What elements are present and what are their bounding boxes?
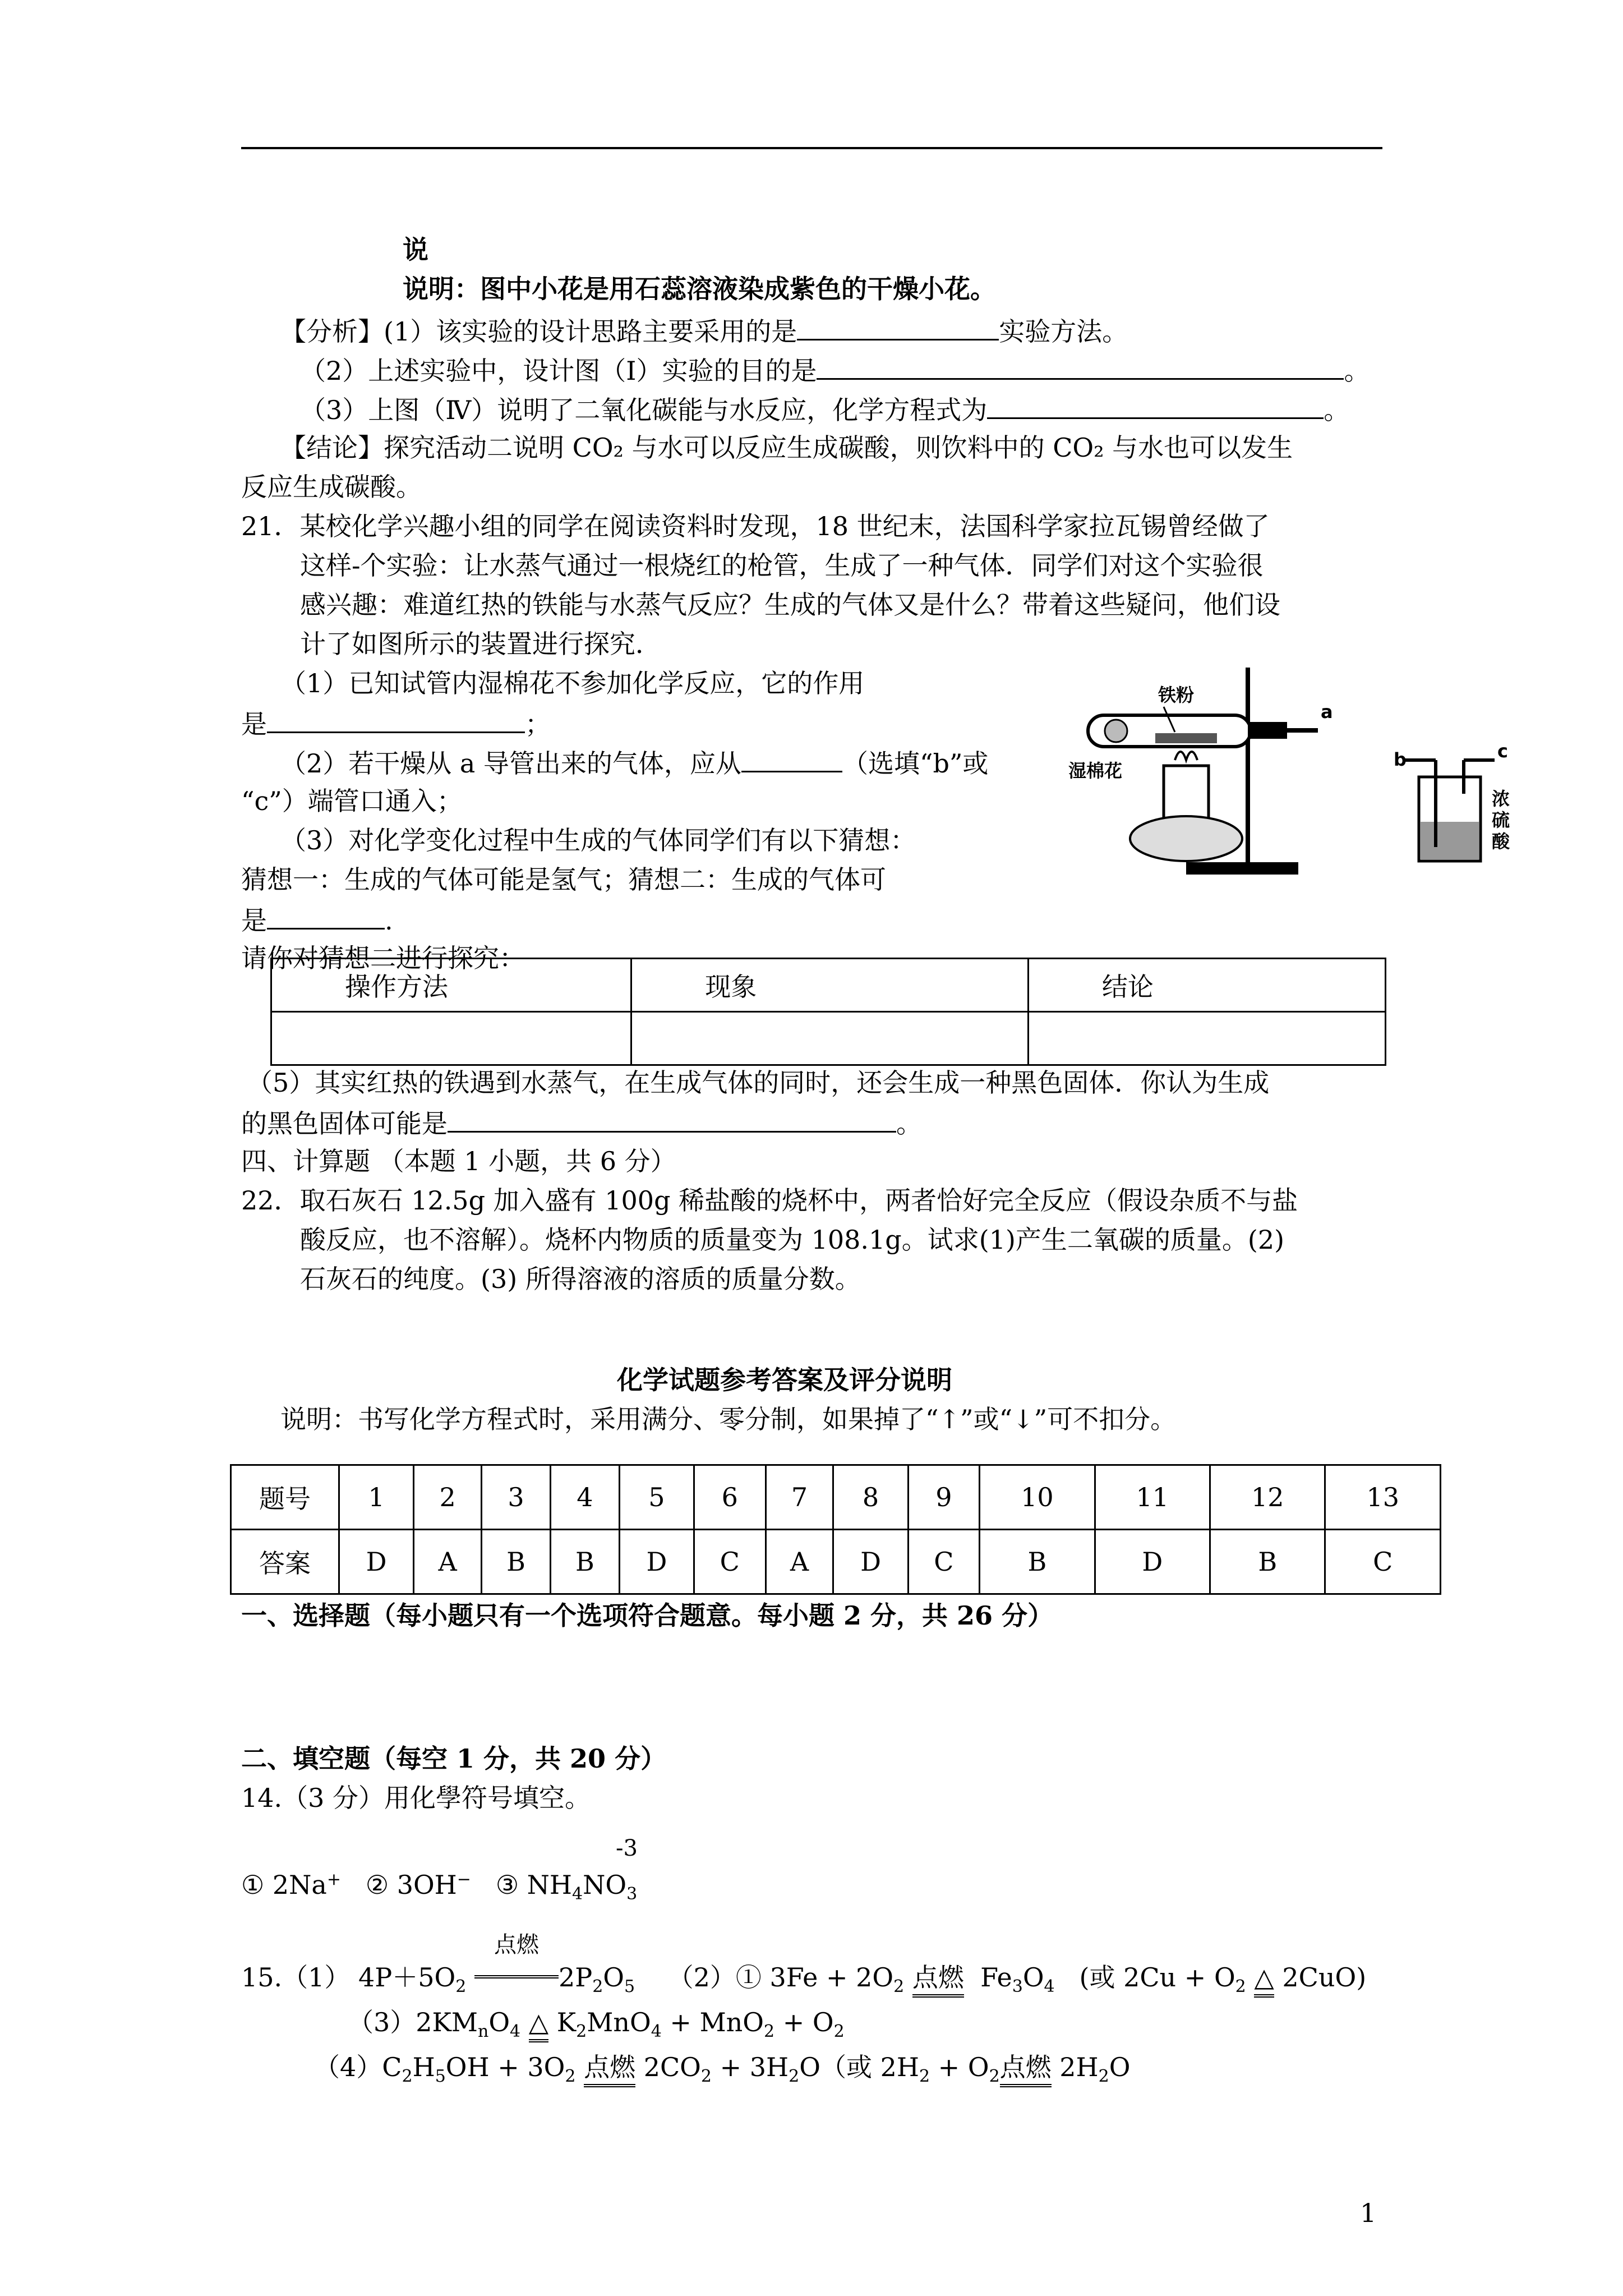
q15-line-1: 15.（1） $4P+5O_2$ 点燃 $2P_2O_5$ （2）① $3Fe + 2O_2$ 点燃 $Fe_3O_4$ (或 $2Cu + O_2$ △ 2CuO) — [241, 1932, 1367, 1996]
q22-line-3: 石灰石的纯度。(3) 所得溶液的溶质的质量分数。 — [300, 1264, 861, 1294]
q22-line-1: 22．取石灰石 12.5g 加入盛有 100g 稀盐酸的烧杯中，两者恰好完全反应（假设杂质不与盐 — [241, 1185, 1298, 1216]
q21-line-4: 计了如图所示的装置进行探究． — [300, 629, 661, 659]
label-c: c — [1497, 740, 1508, 762]
flower-note: 说明：图中小花是用石蕊溶液染成紫色的干燥小花。 — [403, 274, 996, 304]
question-number: 10 — [980, 1465, 1095, 1530]
conclusion-line-1: 【结论】探究活动二说明 CO₂ 与水可以反应生成碳酸，则饮料中的 CO₂ 与水也可以发生 — [280, 432, 1293, 463]
partial-line: 说 — [403, 234, 428, 265]
answer-letter: C — [908, 1530, 980, 1594]
answer-key-table — [230, 1464, 1441, 1595]
question-number: 1 — [339, 1465, 414, 1530]
answer-letter: B — [980, 1530, 1095, 1594]
answer-blank[interactable] — [267, 902, 385, 930]
q21-part5-line-2: 的黑色固体可能是 。 — [241, 1105, 922, 1140]
question-number: 6 — [694, 1465, 766, 1530]
q21-part1-a: （1）已知试管内湿棉花不参加化学反应，它的作用 — [280, 668, 865, 698]
retort-stand-base — [1186, 862, 1298, 875]
header-rule — [241, 147, 1382, 149]
row-label: 答案 — [231, 1530, 339, 1594]
table-row — [231, 1530, 1441, 1594]
answer-letter: A — [766, 1530, 833, 1594]
label-iron-powder: 铁粉 — [1158, 684, 1195, 706]
label-b: b — [1394, 749, 1407, 770]
answer-letter: D — [619, 1530, 694, 1594]
answer-blank[interactable] — [797, 313, 999, 341]
table-cell[interactable] — [631, 1012, 1029, 1065]
answer-letter: D — [833, 1530, 908, 1594]
apparatus-figure — [1063, 659, 1573, 884]
answer-blank[interactable] — [448, 1105, 896, 1133]
page-number: 1 — [1360, 2198, 1377, 2228]
answer-blank[interactable] — [817, 352, 1344, 380]
answer-letter: C — [694, 1530, 766, 1594]
iron-powder-icon — [1155, 733, 1217, 743]
q14-title: 14.（3 分）用化學符号填空。 — [241, 1783, 591, 1813]
q14-answers: ① 2Na+ ② 3OH− ③ $NH_4NO_3$ — [241, 1870, 638, 1904]
row-label: 题号 — [231, 1465, 339, 1530]
q21-part2-a: （2）若干燥从 a 导管出来的气体，应从 （选填“b”或 — [280, 745, 988, 780]
wet-cotton-icon — [1105, 720, 1127, 742]
question-number: 11 — [1095, 1465, 1210, 1530]
table-header: 操作方法 — [271, 959, 631, 1012]
answer-letter: B — [550, 1530, 619, 1594]
answers-note: 说明：书写化学方程式时，采用满分、零分制，如果掉了“↑”或“↓”可不扣分。 — [280, 1404, 1177, 1434]
answer-letter: B — [482, 1530, 551, 1594]
question-number: 7 — [766, 1465, 833, 1530]
q21-line-1: 21．某校化学兴趣小组的同学在阅读资料时发现，18 世纪末，法国科学家拉瓦锡曾经做了 — [241, 511, 1270, 541]
label-acid-2: 硫 — [1492, 809, 1510, 831]
question-number: 9 — [908, 1465, 980, 1530]
label-acid-1: 浓 — [1492, 788, 1510, 809]
answer-blank[interactable] — [267, 706, 525, 733]
q21-part3: （3）对化学变化过程中生成的气体同学们有以下猜想： — [280, 825, 916, 855]
section-2-title: 二、填空题（每空 1 分，共 20 分） — [241, 1743, 667, 1774]
answer-letter: D — [1095, 1530, 1210, 1594]
label-wet-cotton: 湿棉花 — [1068, 760, 1123, 781]
answer-letter: D — [339, 1530, 414, 1594]
table-header: 结论 — [1028, 959, 1385, 1012]
table-row — [231, 1465, 1441, 1530]
valence-mark: -3 — [616, 1835, 638, 1861]
question-number: 3 — [482, 1465, 551, 1530]
q21-part4: 请你对猜想二进行探究： — [241, 943, 525, 973]
analysis-1: 【分析】(1）该实验的设计思路主要采用的是 实验方法。 — [280, 313, 1128, 348]
q15-line-3: $(4)C_2H_5OH + 3O_2$ 点燃 $2CO_2 + 3H_2O$（或 $2H_2 + O_2$点燃 $2H_2O$ — [314, 2050, 1130, 2087]
q21-guess2-blank: 是 . — [241, 902, 393, 937]
q22-line-2: 酸反应，也不溶解）。烧杯内物质的质量变为 108.1g。试求(1)产生二氧碳的质量。(2) — [300, 1225, 1285, 1255]
q21-line-2: 这样-个实验：让水蒸气通过一根烧红的枪管，生成了一种气体．同学们对这个实验很 — [300, 550, 1264, 581]
table-cell[interactable] — [1028, 1012, 1385, 1065]
label-a: a — [1321, 701, 1333, 723]
q21-part5-line-1: （5）其实红热的铁遇到水蒸气，在生成气体的同时，还会生成一种黑色固体．你认为生成 — [247, 1068, 1270, 1098]
q21-part2-b: “c”）端管口通入； — [241, 786, 463, 816]
question-number: 2 — [414, 1465, 482, 1530]
question-number: 4 — [550, 1465, 619, 1530]
label-acid-3: 酸 — [1492, 831, 1510, 852]
answer-letter: C — [1325, 1530, 1441, 1594]
q21-guesses: 猜想一：生成的气体可能是氢气；猜想二：生成的气体可 — [241, 864, 886, 895]
section-4-title: 四、计算题 （本题 1 小题，共 6 分） — [241, 1146, 676, 1176]
question-number: 12 — [1210, 1465, 1325, 1530]
exploration-table — [270, 958, 1386, 1066]
q21-line-3: 感兴趣：难道红热的铁能与水蒸气反应？生成的气体又是什么？带着这些疑问，他们设 — [300, 590, 1280, 620]
analysis-3: （3）上图（Ⅳ）说明了二氧化碳能与水反应，化学方程式为 。 — [300, 392, 1349, 427]
answer-blank[interactable] — [987, 392, 1324, 419]
analysis-2: （2）上述实验中，设计图（Ⅰ）实验的目的是 。 — [300, 352, 1370, 388]
answers-title: 化学试题参考答案及评分说明 — [617, 1365, 952, 1395]
table-header: 现象 — [631, 959, 1029, 1012]
section-1-title: 一、选择题（每小题只有一个选项符合题意。每小题 2 分，共 26 分） — [241, 1600, 1054, 1631]
answer-blank[interactable] — [741, 745, 842, 772]
question-number: 8 — [833, 1465, 908, 1530]
q21-part1-b: 是 ； — [241, 706, 551, 741]
conclusion-line-2: 反应生成碳酸。 — [241, 472, 422, 502]
answer-letter: A — [414, 1530, 482, 1594]
clamp-icon — [1248, 722, 1287, 739]
table-cell[interactable] — [271, 1012, 631, 1065]
q15-line-2: $(3)2KM_nO_4$ △ $K_2MnO_4 + MnO_2 + O_2$ — [348, 2005, 845, 2042]
answer-letter: B — [1210, 1530, 1325, 1594]
question-number: 13 — [1325, 1465, 1441, 1530]
question-number: 5 — [619, 1465, 694, 1530]
